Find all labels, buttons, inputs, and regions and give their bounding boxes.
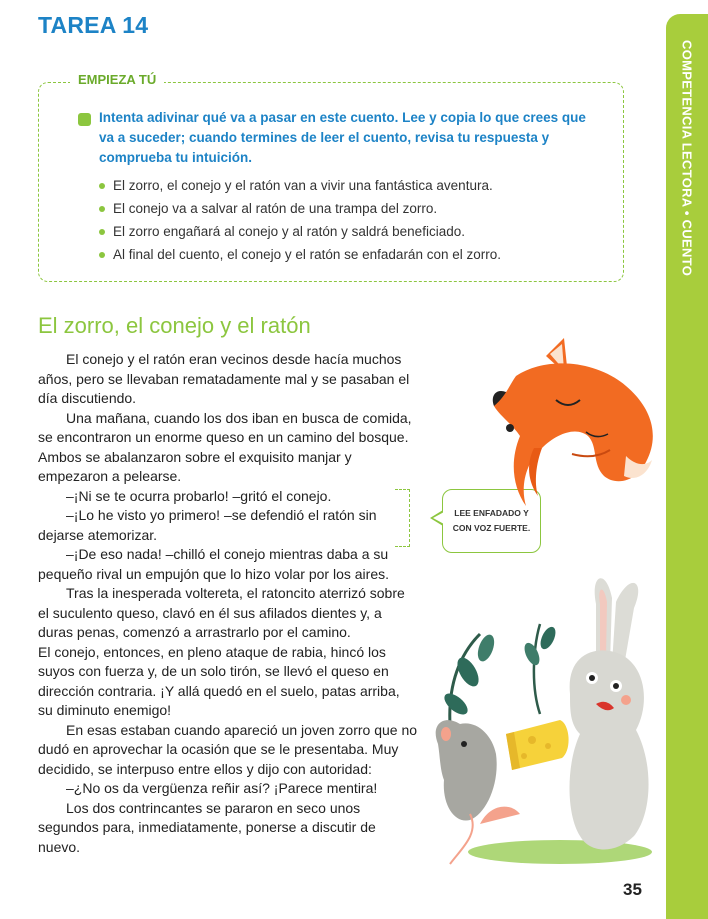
fox-illustration [476,336,664,512]
reading-callout: LEE ENFADADO Y CON VOZ FUERTE. [442,489,541,553]
rabbit-mouse-cheese-illustration [420,574,660,870]
prediction-options [99,176,501,268]
story-paragraph: El conejo, entonces, en pleno ataque de rabia, hincó los suyos con fuerza y, de un solo tirón, se llevó el queso en dirección contraria. ¡Y allá quedó en el suelo, patas arriba, su diminuto enemigo! [38,643,400,718]
story-paragraph: Una mañana, cuando los dos iban en busca de comida, se encontraron un enorme queso en un camino del bosque. Ambos se abalanzaron sobre el exquisito manjar y empezaron a pelearse. [38,409,412,484]
page-title: TAREA 14 [38,12,149,38]
story-text [38,350,418,857]
story-paragraph: –¡De eso nada! –chilló el conejo mientras daba a su pequeño rival un empujón que lo hizo volar por los aires. [38,546,389,582]
bullet-icon [99,206,105,212]
side-tab-label: COMPETENCIA LECTORA • CUENTO [679,40,695,277]
story-paragraph: Los dos contrincantes se pararon en seco unos segundos para, inmediatamente, ponerse a discutir de nuevo. [38,799,376,855]
story-paragraph: –¡Ni se te ocurra probarlo! –gritó el conejo. [66,487,332,504]
dialogue-bracket [395,489,410,547]
square-bullet-icon [78,113,91,126]
story-paragraph: El conejo y el ratón eran vecinos desde hacía muchos años, pero se llevaban rematadamente mal y se pasaban el día discutiendo. [38,351,410,406]
prediction-option: El zorro engañará al conejo y al ratón y saldrá beneficiado. [99,222,501,245]
bullet-icon [99,252,105,258]
prediction-option: El zorro, el conejo y el ratón van a vivir una fantástica aventura. [99,176,501,199]
story-paragraph: Tras la inesperada voltereta, el ratoncito aterrizó sobre el suculento queso, clavó en él sus afilados dientes y, a duras penas, comenzó a arrastrarlo por el camino. [38,585,405,640]
prediction-option: El conejo va a salvar al ratón de una trampa del zorro. [99,199,501,222]
bullet-icon [99,229,105,235]
story-title: El zorro, el conejo y el ratón [38,313,311,338]
story-paragraph: –¿No os da vergüenza reñir así? ¡Parece mentira! [66,780,378,796]
page-number: 35 [623,880,642,899]
instruction-text: Intenta adivinar qué va a pasar en este cuento. Lee y copia lo que crees que va a suceder; cuando termines de leer el cuento, revisa tu respuesta y comprueba tu intuición. [99,110,586,165]
story-paragraph: En esas estaban cuando apareció un joven zorro que no dudó en aprovechar la ocasión que se le presentaba. Muy decidido, se interpuso entre ellos y dijo con autoridad: [38,721,418,777]
bullet-icon [99,183,105,189]
story-paragraph: –¡Lo he visto yo primero! –se defendió el ratón sin dejarse atemorizar. [38,507,377,543]
prediction-option: Al final del cuento, el conejo y el ratón se enfadarán con el zorro. [99,245,501,268]
empieza-tu-label: EMPIEZA TÚ [70,72,164,87]
